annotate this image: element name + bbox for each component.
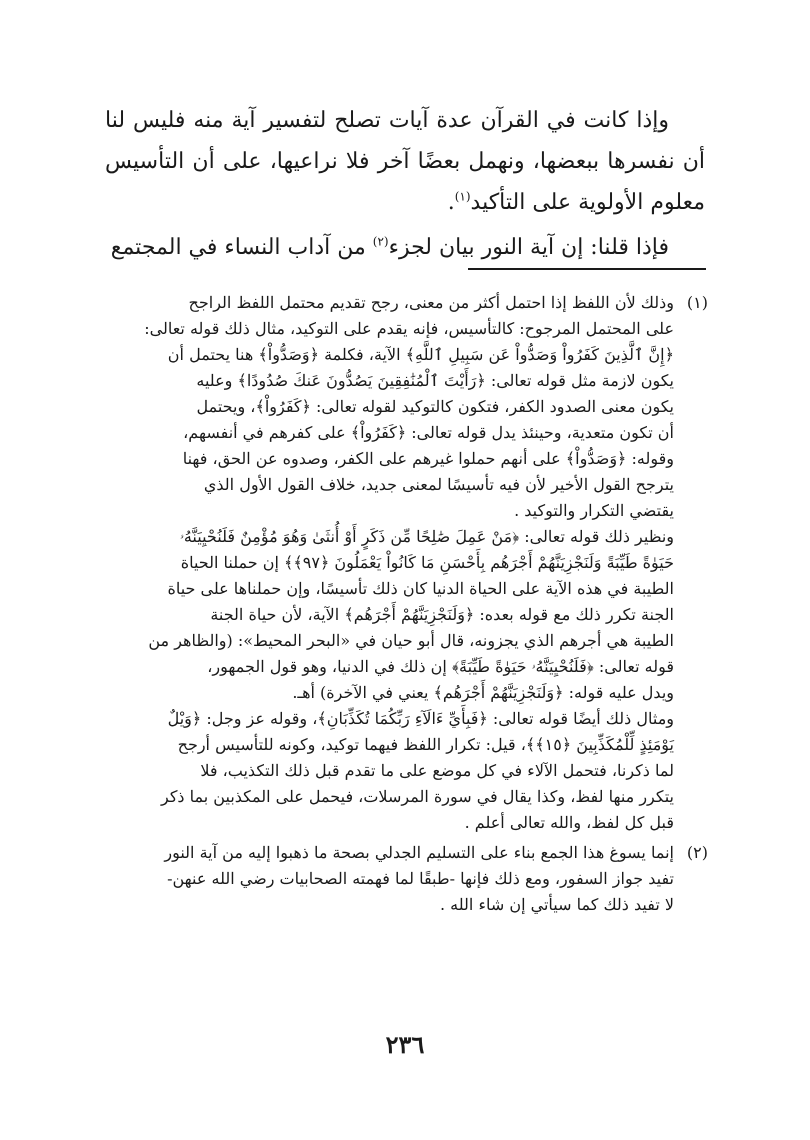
footnote-1-line (100, 420, 674, 446)
footnote-1-line-text: يَوْمَئِذٍ لِّلْمُكَذِّبِينَ ﴿١٥﴾﴾، قيل: تكرار اللفظ فيهما توكيد، وكونه للتأسيس أرجح (177, 735, 674, 754)
footnote-1-line (100, 576, 674, 602)
footnote-2-line (100, 866, 674, 892)
footnote-1-body (100, 290, 708, 836)
footnotes (100, 290, 708, 918)
footnote-1-line-text: الطيبة هي أجرهم الذي يجزونه، قال أبو حيان في «البحر المحيط»: (والظاهر من (148, 631, 674, 650)
footnote-1-line-text: لما ذكرنا، فتحمل الآلاء في كل موضع على ما تقدم قبل ذلك التكذيب، فلا (200, 761, 674, 780)
footnote-1-line (100, 368, 674, 394)
footnote-1-line (100, 602, 674, 628)
footnote-1-line-text: حَيَوٰةً طَيِّبَةً وَلَنَجْزِيَنَّهُمْ أَجْرَهُم بِأَحْسَنِ مَا كَانُواْ يَعْمَلُونَ ﴿٩٧﴾﴾ إن حملنا الحياة (180, 553, 674, 572)
footnote-1-line (100, 706, 674, 732)
footnote-1-line-text: أن تكون متعدية، وحينئذ يدل قوله تعالى: ﴿كَفَرُواْ﴾ على كفرهم في أنفسهم، (183, 423, 674, 442)
footnote-1-line-text: ومثال ذلك أيضًا قوله تعالى: ﴿فَبِأَيِّ ءَالَآءِ رَبِّكُمَا تُكَذِّبَانِ﴾، وقوله عز وجل: ﴿وَيْلٌ (167, 709, 674, 728)
footnote-separator (468, 268, 706, 270)
footnote-1-line (100, 628, 674, 654)
footnote-1-line-text: يترجح القول الأخير لأن فيه تأسيسًا لمعنى جديد، خلاف القول الأول الذي (203, 475, 674, 494)
footnote-2-line-text: إنما يسوغ هذا الجمع بناء على التسليم الجدلي بصحة ما ذهبوا إليه من آية النور (164, 843, 674, 862)
footnote-1-line-text: الطيبة في هذه الآية على الحياة الدنيا كان ذلك تأسيسًا، وإن حملناها على حياة (167, 579, 674, 598)
footnote-1-line (100, 342, 674, 368)
footnote-1-line-text: وقوله: ﴿وَصَدُّواْ﴾ على أنهم حملوا غيرهم على الكفر، وصدوه عن الحق، فهنا (182, 449, 674, 468)
footnote-1-line-text: على المحتمل المرجوح: كالتأسيس، فإنه يقدم على التوكيد، مثال ذلك قوله تعالى: (144, 319, 674, 338)
footnote-1-line (100, 550, 674, 576)
footnote-2 (100, 840, 708, 918)
footnote-1-line (100, 732, 674, 758)
footnote-ref-1[interactable]: (١) (454, 189, 471, 204)
footnote-1-line (100, 472, 674, 498)
footnote-1-line (100, 680, 674, 706)
footnote-1-line-text: ويدل عليه قوله: ﴿وَلَنَجْزِيَنَّهُمْ أَجْرَهُم﴾ يعني في الآخرة) أهـ. (292, 683, 674, 702)
footnote-2-line (100, 892, 674, 918)
footnote-1-line-text: قوله تعالى: ﴿فَلَنُحْيِيَنَّهُۥ حَيَوٰةً طَيِّبَةً﴾ إن ذلك في الدنيا، وهو قول الجمهور، (207, 657, 674, 676)
footnote-1 (100, 290, 708, 836)
paragraph-2-end: من آداب النساء في المجتمع (110, 235, 373, 260)
paragraph-1-end: . (447, 190, 455, 215)
paragraph-1 (105, 100, 705, 223)
footnote-1-line (100, 316, 674, 342)
footnote-ref-2[interactable]: (٢) (372, 234, 389, 249)
footnote-1-line (100, 810, 674, 836)
footnote-1-line (100, 758, 674, 784)
footnote-1-line-text: يتكرر منها لفظ، وكذا يقال في سورة المرسلات، فيحمل على المكذبين بما ذكر (160, 787, 674, 806)
footnote-1-line (100, 784, 674, 810)
footnote-1-line (100, 394, 674, 420)
footnote-1-line (100, 498, 674, 524)
footnote-1-number: (١) (686, 293, 708, 312)
footnote-2-line (100, 840, 708, 866)
footnote-1-line-text: يقتضي التكرار والتوكيد . (514, 501, 674, 520)
footnote-2-line-text: لا تفيد ذلك كما سيأتي إن شاء الله . (440, 895, 674, 914)
main-text (105, 100, 705, 268)
footnote-1-line (100, 654, 674, 680)
footnote-1-line-text: الجنة تكرر ذلك مع قوله بعده: ﴿وَلَنَجْزِيَنَّهُمْ أَجْرَهُم﴾ الآية، لأن حياة الجنة (210, 605, 674, 624)
footnote-1-line-text: يكون معنى الصدود الكفر، فتكون كالتوكيد لقوله تعالى: ﴿كَفَرُواْ﴾، ويحتمل (196, 397, 674, 416)
footnote-1-line (100, 446, 674, 472)
footnote-1-line-text: ونظير ذلك قوله تعالى: ﴿مَنْ عَمِلَ صَٰلِحًا مِّن ذَكَرٍ أَوْ أُنثَىٰ وَهُوَ مُؤْمِنٌ فَلَنُحْيِيَنَّهُۥ (179, 527, 674, 546)
paragraph-1-text: وإذا كانت في القرآن عدة آيات تصلح لتفسير آية منه فليس لنا أن نفسرها ببعضها، ونهمل بعضًا آخر فلا نراعيها، على أن التأسيس معلوم الأولوية على التأكيد (105, 108, 705, 215)
footnote-1-line-text: قبل كل لفظ، والله تعالى أعلم . (464, 813, 674, 832)
footnote-1-line (100, 524, 674, 550)
footnote-1-line (100, 290, 708, 316)
footnote-1-line-text: يكون لازمة مثل قوله تعالى: ﴿رَأَيْتَ ٱلْمُنَٰفِقِينَ يَصُدُّونَ عَنكَ صُدُودًا﴾ وعليه (196, 371, 674, 390)
footnote-2-body (100, 840, 708, 918)
footnote-1-line-text: ﴿إِنَّ ٱلَّذِينَ كَفَرُواْ وَصَدُّواْ عَن سَبِيلِ ٱللَّهِ﴾ الآية، فكلمة ﴿وَصَدُّواْ﴾ هنا يحتمل أن (167, 345, 674, 364)
paragraph-2 (105, 227, 705, 268)
footnote-2-line-text: تفيد جواز السفور، ومع ذلك فإنها -طبقًا لما فهمته الصحابيات رضي الله عنهن- (167, 869, 674, 888)
footnote-2-number: (٢) (686, 843, 708, 862)
paragraph-2-text: فإذا قلنا: إن آية النور بيان لجزء (388, 235, 669, 260)
page-number: ٢٣٦ (385, 1030, 425, 1059)
footnote-1-line-text: وذلك لأن اللفظ إذا احتمل أكثر من معنى، رجح تقديم محتمل اللفظ الراجح (188, 293, 674, 312)
